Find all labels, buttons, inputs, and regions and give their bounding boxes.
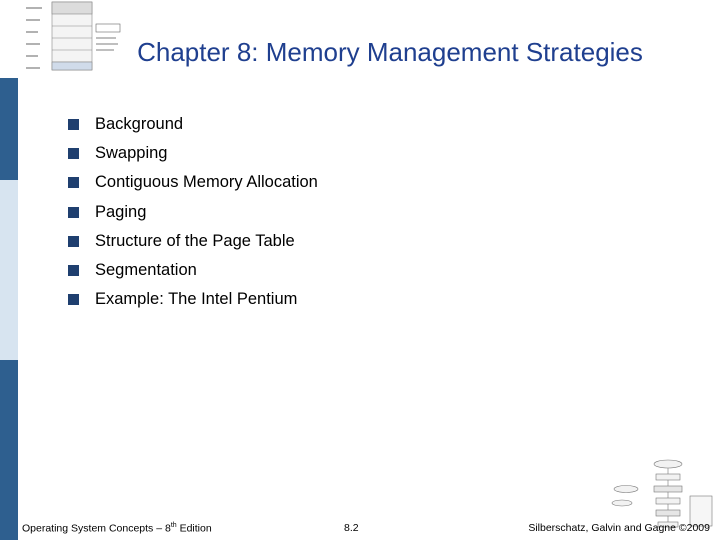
list-item-text: Structure of the Page Table	[95, 231, 295, 250]
square-bullet-icon	[68, 294, 79, 305]
list-item-text: Segmentation	[95, 260, 197, 279]
topic-list	[68, 112, 318, 316]
footer-book-title: Operating System Concepts – 8th Edition	[22, 522, 212, 535]
left-accent-bar	[0, 0, 18, 540]
footer-copyright: Silberschatz, Galvin and Gagne ©2009	[528, 522, 710, 534]
list-item-text: Contiguous Memory Allocation	[95, 173, 318, 192]
square-bullet-icon	[68, 119, 79, 130]
list-item	[68, 141, 318, 170]
list-item-text: Swapping	[95, 144, 168, 163]
list-item	[68, 112, 318, 141]
footer-page-number: 8.2	[344, 522, 359, 534]
list-item	[68, 229, 318, 258]
accent-segment	[0, 180, 18, 360]
accent-segment	[0, 360, 18, 540]
list-item-text: Background	[95, 115, 184, 133]
list-item-text: Example: The Intel Pentium	[95, 290, 298, 309]
list-item	[68, 200, 318, 229]
square-bullet-icon	[68, 148, 79, 159]
square-bullet-icon	[68, 207, 79, 218]
accent-segment	[0, 78, 18, 180]
list-item	[68, 287, 318, 316]
square-bullet-icon	[68, 177, 79, 188]
slide-title: Chapter 8: Memory Management Strategies	[137, 37, 643, 67]
list-item	[68, 258, 318, 287]
flow-diagram-logo	[592, 458, 714, 528]
memory-diagram-logo	[22, 0, 122, 72]
list-item	[68, 170, 318, 199]
square-bullet-icon	[68, 265, 79, 276]
accent-segment	[0, 0, 18, 78]
square-bullet-icon	[68, 236, 79, 247]
list-item-text: Paging	[95, 202, 147, 221]
